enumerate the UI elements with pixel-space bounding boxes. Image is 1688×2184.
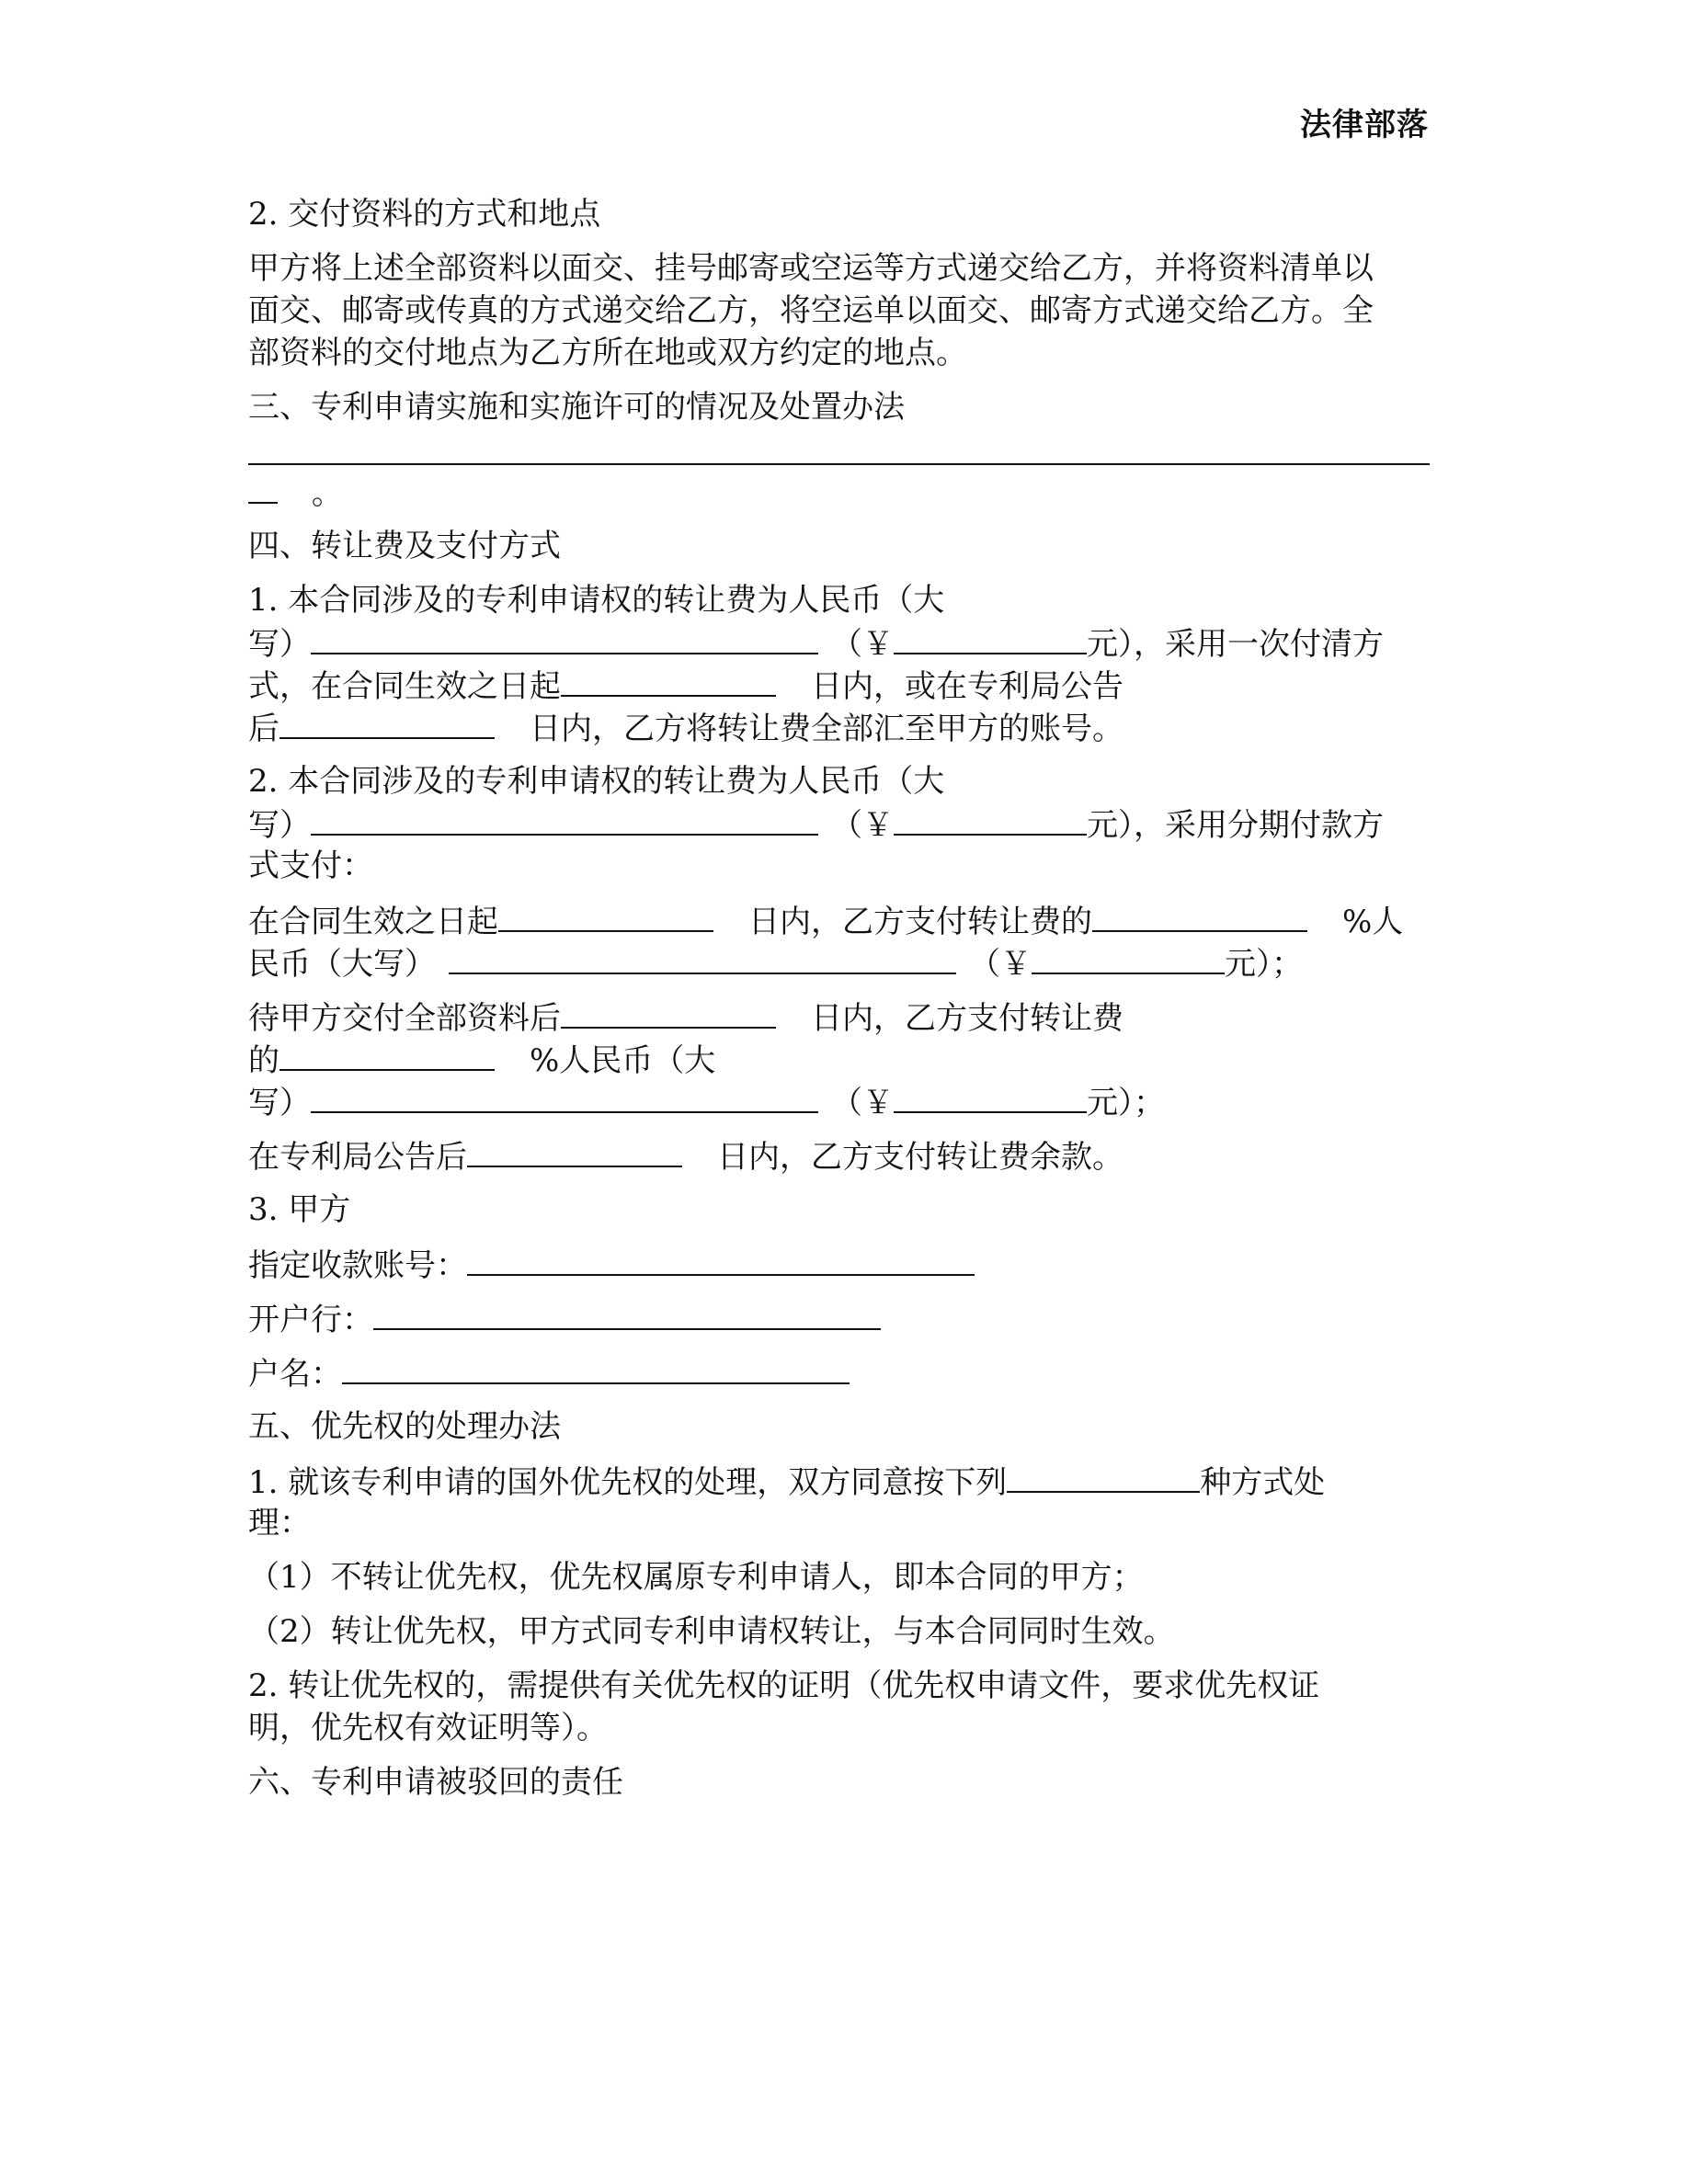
- text: 式，在合同生效之日起: [248, 668, 561, 705]
- text: 1. 就该专利申请的国外优先权的处理，双方同意按下列: [248, 1464, 1008, 1501]
- blank-amount-number[interactable]: [894, 621, 1087, 654]
- label-account-name: 户名：: [248, 1356, 342, 1393]
- text: 写）: [248, 1085, 311, 1121]
- text: （￥: [831, 1085, 894, 1121]
- blank-amount-words[interactable]: [449, 941, 956, 974]
- paragraph-line: 2. 转让优先权的，需提供有关优先权的证明（优先权申请文件，要求优先权证: [248, 1667, 1320, 1704]
- paragraph-line: 理：: [248, 1505, 311, 1541]
- text: 在专利局公告后: [248, 1139, 467, 1176]
- paragraph-line: 式支付：: [248, 847, 373, 884]
- blank-amount-number[interactable]: [894, 1080, 1087, 1113]
- section-3-title: 三、专利申请实施和实施许可的情况及处置办法: [248, 389, 905, 426]
- blank-amount-number[interactable]: [894, 802, 1087, 836]
- text: （￥: [969, 946, 1032, 983]
- account-number-field[interactable]: [467, 1243, 975, 1276]
- header-brand: 法律部落: [1300, 107, 1429, 143]
- text: 后: [248, 711, 279, 747]
- option-2: （2）转让优先权，甲方式同专利申请权转让，与本合同同时生效。: [248, 1613, 1175, 1650]
- text: %人民币（大: [530, 1042, 716, 1079]
- text: 写）: [248, 807, 311, 844]
- text: 日内，乙方将转让费全部汇至甲方的账号。: [530, 711, 1123, 747]
- paragraph-line: 面交、邮寄或传真的方式递交给乙方，将空运单以面交、邮寄方式递交给乙方。全: [248, 292, 1374, 329]
- section-4-title: 四、转让费及支付方式: [248, 528, 561, 564]
- text: 日内，乙方支付转让费的: [748, 904, 1092, 940]
- text: 元）；: [1225, 946, 1303, 983]
- blank-days[interactable]: [279, 706, 495, 739]
- text: 元），采用一次付清方: [1087, 626, 1384, 663]
- text: 写）: [248, 626, 311, 663]
- text: 元）；: [1087, 1085, 1165, 1121]
- blank-percent[interactable]: [1092, 899, 1307, 932]
- text: 日内，或在专利局公告: [811, 668, 1123, 705]
- label-account: 指定收款账号：: [248, 1247, 467, 1284]
- blank-percent[interactable]: [279, 1038, 495, 1071]
- document-body: [248, 193, 1430, 1803]
- text: 的: [248, 1042, 279, 1079]
- text: 元），采用分期付款方: [1087, 807, 1384, 844]
- section-6-title: 六、专利申请被驳回的责任: [248, 1764, 623, 1801]
- text: （￥: [831, 626, 894, 663]
- blank-method-count[interactable]: [1007, 1460, 1200, 1493]
- text: 民币（大写）: [248, 946, 436, 983]
- text: %人: [1342, 904, 1404, 940]
- paragraph-line: 部资料的交付地点为乙方所在地或双方约定的地点。: [248, 335, 967, 371]
- text: 日内，乙方支付转让费: [811, 1000, 1123, 1037]
- text: 待甲方交付全部资料后: [248, 1000, 561, 1037]
- paragraph-line: 甲方将上述全部资料以面交、挂号邮寄或空运等方式递交给乙方，并将资料清单以: [248, 250, 1374, 287]
- text: （￥: [831, 807, 894, 844]
- label-bank: 开户行：: [248, 1302, 373, 1338]
- paragraph-line: 明，优先权有效证明等）。: [248, 1710, 608, 1746]
- blank-days[interactable]: [467, 1134, 682, 1167]
- account-name-field[interactable]: [342, 1351, 850, 1384]
- blank-amount-words[interactable]: [311, 621, 818, 654]
- blank-amount-number[interactable]: [1032, 941, 1225, 974]
- paragraph-line: 1. 本合同涉及的专利申请权的转让费为人民币（大: [248, 582, 945, 619]
- text: 日内，乙方支付转让费余款。: [717, 1139, 1123, 1176]
- paragraph-line: 3. 甲方: [248, 1191, 351, 1228]
- option-1: （1）不转让优先权，优先权属原专利申请人，即本合同的甲方；: [248, 1559, 1144, 1596]
- bank-name-field[interactable]: [373, 1297, 881, 1330]
- text: 种方式处: [1200, 1464, 1326, 1501]
- paragraph-line: 2. 本合同涉及的专利申请权的转让费为人民币（大: [248, 763, 945, 800]
- text: 在合同生效之日起: [248, 904, 498, 940]
- blank-days[interactable]: [561, 664, 776, 697]
- blank-days[interactable]: [498, 899, 713, 932]
- sentence-end: 。: [311, 475, 343, 512]
- blank-days[interactable]: [561, 995, 776, 1029]
- blank-amount-words[interactable]: [311, 1080, 818, 1113]
- section-5-title: 五、优先权的处理办法: [248, 1408, 561, 1445]
- blank-amount-words[interactable]: [311, 802, 818, 836]
- section-2-2-title: 2. 交付资料的方式和地点: [248, 196, 601, 233]
- blank-line-short[interactable]: [248, 471, 278, 504]
- blank-line-full[interactable]: [248, 463, 1430, 465]
